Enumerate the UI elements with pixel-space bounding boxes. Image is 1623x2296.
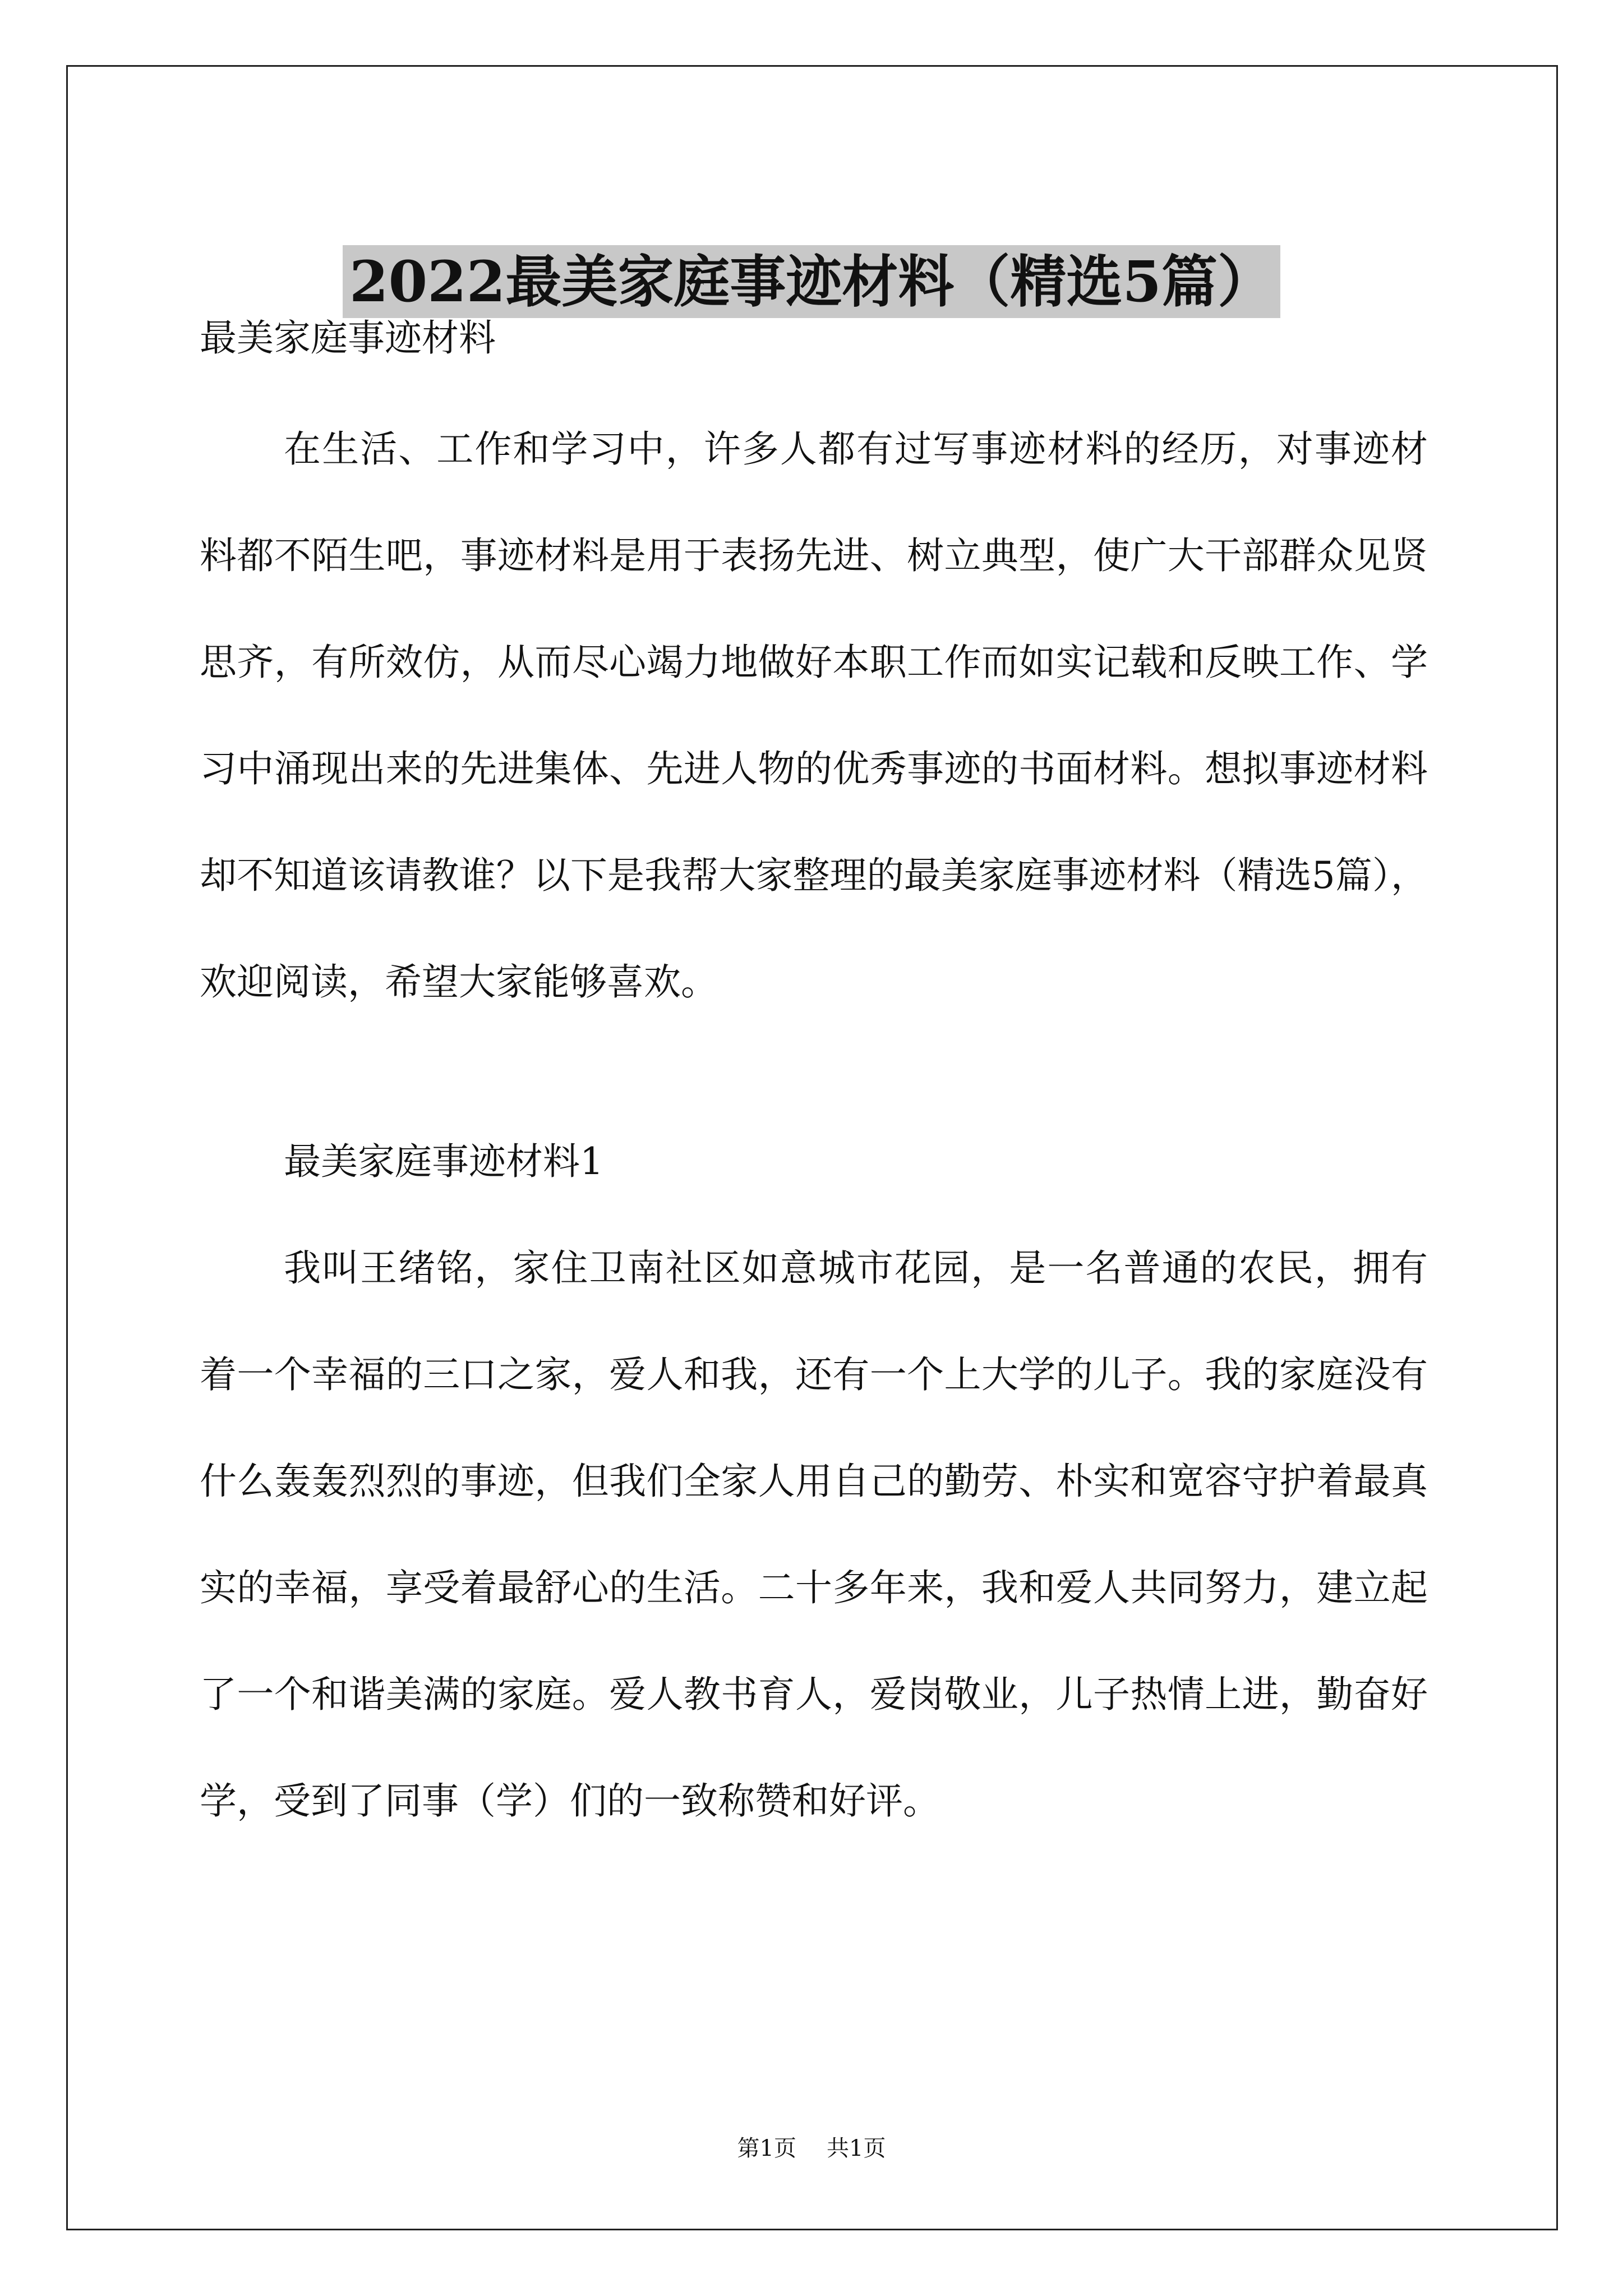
document-title: 2022最美家庭事迹材料（精选5篇） bbox=[343, 245, 1280, 318]
article-1-heading: 最美家庭事迹材料1 bbox=[284, 1140, 603, 1183]
spacer bbox=[200, 374, 1428, 396]
intro-paragraph: 在生活、工作和学习中，许多人都有过写事迹材料的经历，对事迹材料都不陌生吧，事迹材料是用于表扬先进、树立典型，使广大干部群众见贤思齐，有所效仿，从而尽心竭力地做好本职工作而如实记载和反映工作、学习中涌现出来的先进集体、先进人物的优秀事迹的书面材料。想拟事迹材料却不知道该请教谁？以下是我帮大家整理的最美家庭事迹材料（精选5篇），欢迎阅读，希望大家能够喜欢。 bbox=[200, 427, 1428, 1004]
section-heading: 最美家庭事迹材料 bbox=[200, 316, 496, 360]
article-1-paragraph: 我叫王绪铭，家住卫南社区如意城市花园，是一名普通的农民，拥有着一个幸福的三口之家，爱人和我，还有一个上大学的儿子。我的家庭没有什么轰轰烈烈的事迹，但我们全家人用自己的勤劳、朴实和宽容守护着最真实的幸福，享受着最舒心的生活。二十多年来，我和爱人共同努力，建立起了一个和谐美满的家庭。爱人教书育人，爱岗敬业，儿子热情上进，勤奋好学，受到了同事（学）们的一致称赞和好评。 bbox=[200, 1246, 1428, 1823]
page-number-current: 第1页 bbox=[737, 2136, 796, 2161]
page-number-total: 共1页 bbox=[827, 2136, 886, 2161]
page-footer bbox=[0, 2132, 1623, 2165]
document-body bbox=[200, 303, 1428, 1855]
spacer bbox=[200, 1036, 1428, 1108]
